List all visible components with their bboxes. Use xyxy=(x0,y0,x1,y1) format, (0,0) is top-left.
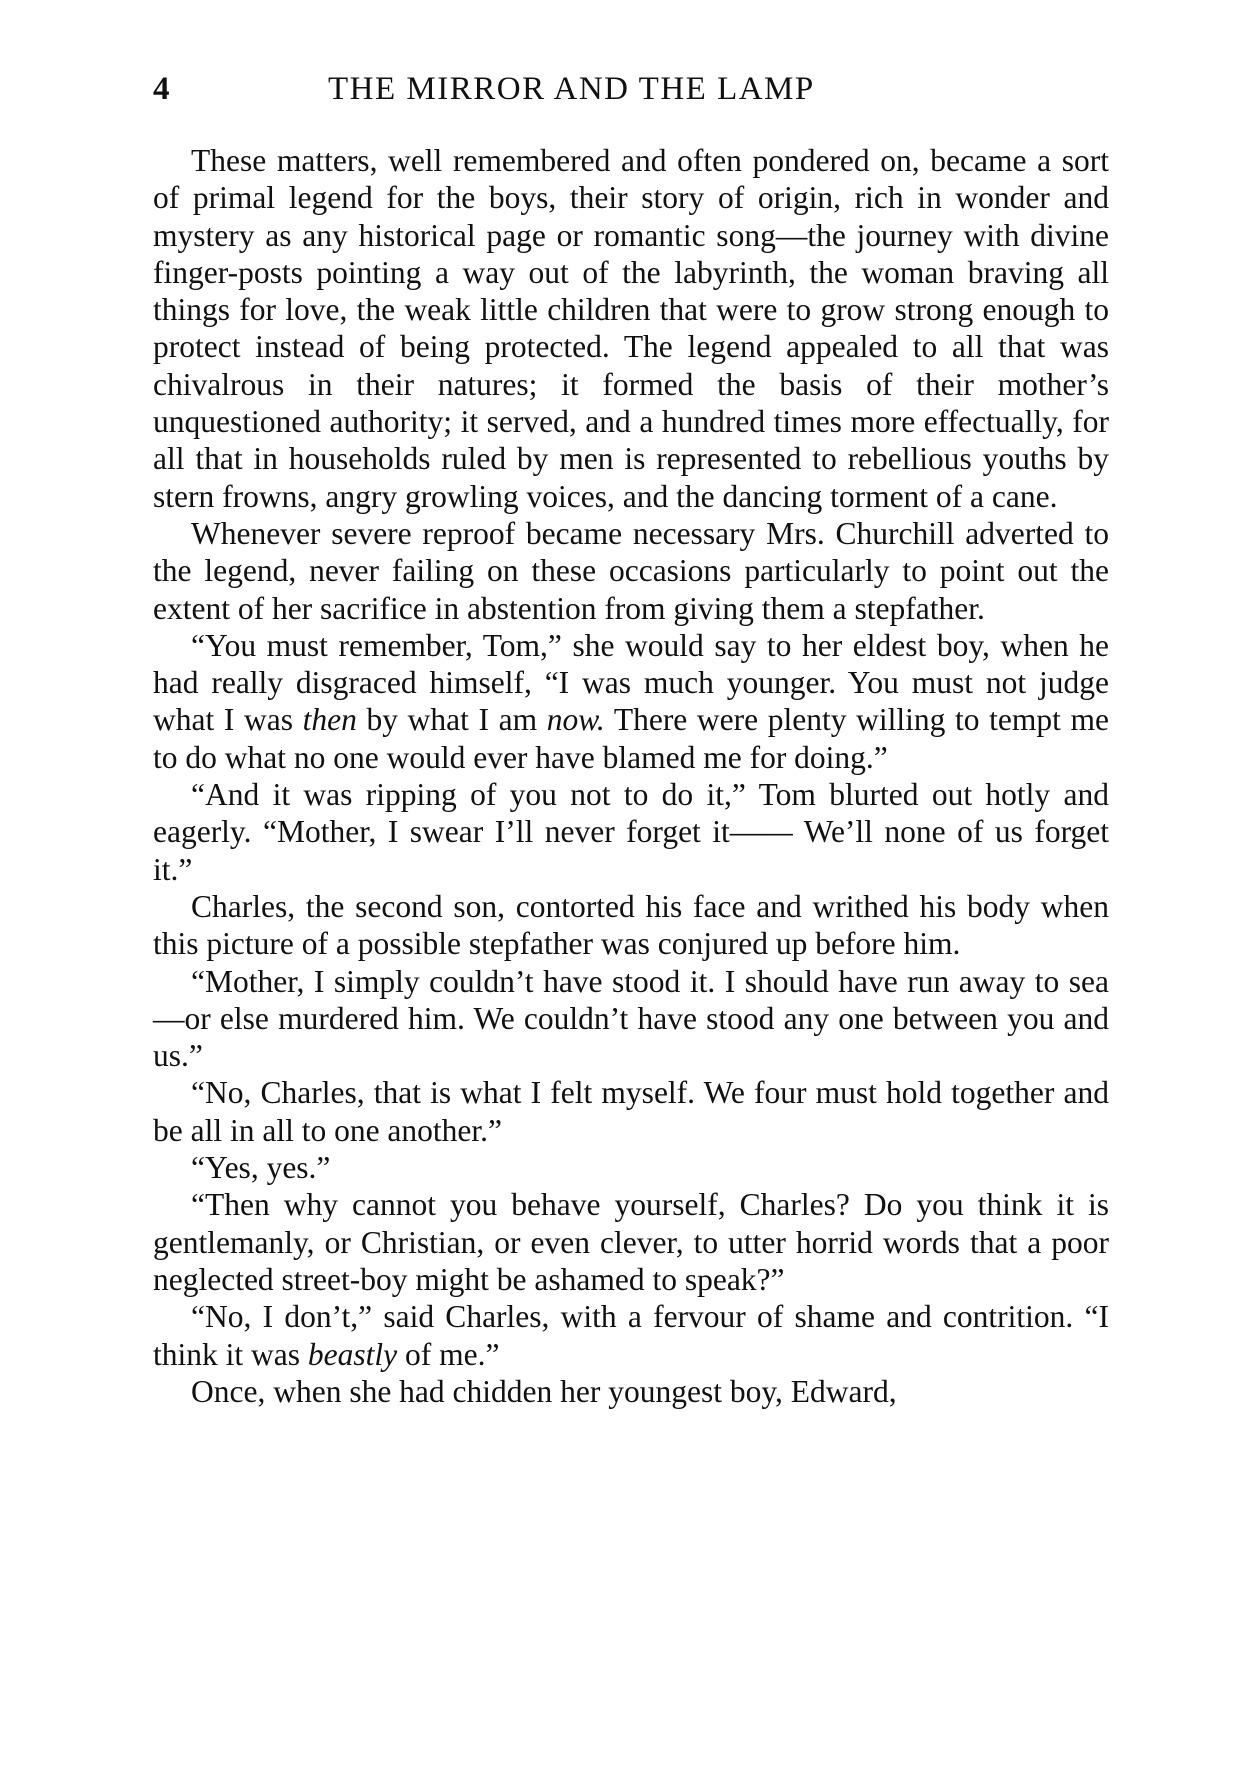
text-run: by what I am xyxy=(356,702,547,738)
text-run: of me.” xyxy=(397,1336,500,1372)
paragraph xyxy=(153,963,1109,1075)
text-run: “Then why cannot you behave yourself, Charles? Do you think it is gentlemanly, or Christian, or even clever, to utter horrid words that a poor neglected street-boy might be ashamed to speak?” xyxy=(153,1187,1109,1297)
text-run: “Yes, yes.” xyxy=(191,1150,331,1186)
italic-text: beastly xyxy=(307,1336,398,1372)
italic-text: then xyxy=(302,702,357,738)
text-run: These matters, well remembered and often pondered on, became a sort of primal legend for the boys, their story of origin, rich in wonder and mystery as any historical page or romantic song—the journey with divine finger-posts pointing a way out of the labyrinth, the woman braving all things for love, the weak little children that were to grow strong enough to protect instead of being protected. The legend appealed to all that was chivalrous in their natures; it formed the basis of their mother’s unquestioned authority; it served, and a hundred times more effectually, for all that in households ruled by men is represented to rebellious youths by stern frowns, angry growling voices, and the dancing torment of a cane. xyxy=(153,143,1109,514)
paragraph xyxy=(153,1298,1109,1373)
paragraph xyxy=(153,776,1109,888)
body-text xyxy=(153,142,1109,1410)
running-title: THE MIRROR AND THE LAMP xyxy=(328,71,815,107)
running-head xyxy=(153,64,1109,114)
paragraph xyxy=(153,888,1109,963)
paragraph xyxy=(153,515,1109,627)
paragraph xyxy=(153,627,1109,776)
text-run: “And it was ripping of you not to do it,” Tom blurted out hotly and eagerly. “Mother, I swear I’ll never forget it—— We’ll none of us forget it.” xyxy=(153,777,1109,887)
paragraph xyxy=(153,1074,1109,1149)
italic-text: now. xyxy=(546,702,605,738)
text-run: Once, when she had chidden her youngest boy, Edward, xyxy=(191,1373,897,1409)
text-run: “No, I don’t,” said Charles, with a fervour of shame and contrition. “I think it was xyxy=(153,1299,1109,1372)
paragraph xyxy=(153,142,1109,515)
text-run: “Mother, I simply couldn’t have stood it. I should have run away to sea—or else murdered him. We couldn’t have stood any one between you and us.” xyxy=(153,963,1109,1074)
text-run: Whenever severe reproof became necessary Mrs. Churchill adverted to the legend, never failing on these occasions particularly to point out the extent of her sacrifice in abstention from giving them a stepfather. xyxy=(153,515,1109,626)
page-number: 4 xyxy=(153,71,170,107)
paragraph xyxy=(153,1149,1109,1186)
text-run: There were plenty willing to tempt me to do what no one would ever have blamed me for doing.” xyxy=(153,702,1109,775)
paragraph xyxy=(153,1186,1109,1298)
text-run: “You must remember, Tom,” she would say to her eldest boy, when he had really disgraced himself, “I was much younger. You must not judge what I was xyxy=(153,627,1109,738)
text-run: “No, Charles, that is what I felt myself. We four must hold together and be all in all to one another.” xyxy=(153,1075,1109,1148)
text-run: Charles, the second son, contorted his face and writhed his body when this picture of a possible stepfather was conjured up before him. xyxy=(153,888,1109,962)
paragraph xyxy=(153,1373,1109,1410)
